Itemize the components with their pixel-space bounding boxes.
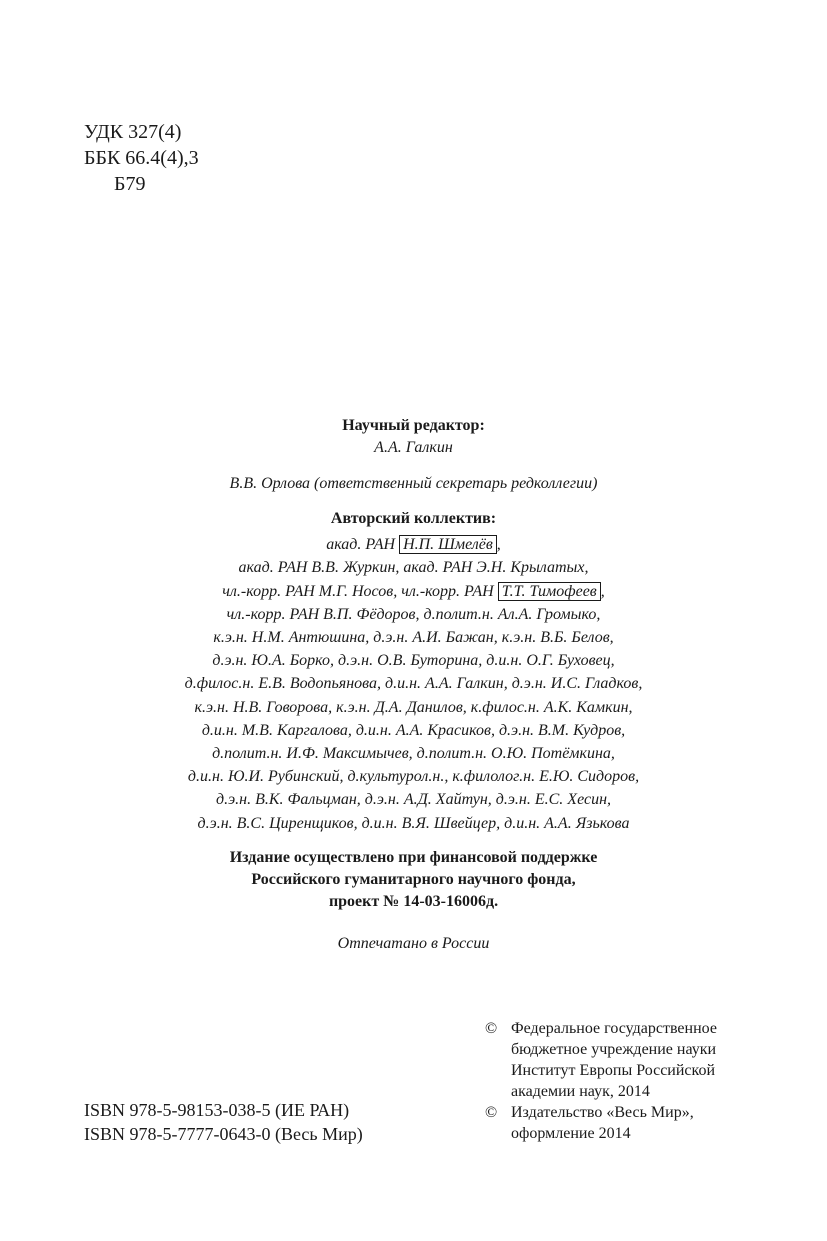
credits-block xyxy=(0,415,827,955)
copyright-entry xyxy=(485,1102,717,1144)
funding-note xyxy=(0,847,827,913)
udk-code: УДК 327(4) xyxy=(84,121,182,143)
funding-line: Издание осуществлено при финансовой поддержке xyxy=(229,848,598,866)
bbk-code: ББК 66.4(4),3 xyxy=(84,147,199,169)
editor-section xyxy=(0,415,827,459)
copyright-text xyxy=(511,1018,717,1102)
copyright-icon: © xyxy=(485,1020,498,1037)
author-line: д.полит.н. И.Ф. Максимычев, д.полит.н. О.Ю. Потёмкина, xyxy=(212,745,615,763)
editor-heading: Научный редактор: xyxy=(342,417,485,434)
author-line: к.э.н. Н.М. Антюшина, д.э.н. А.И. Бажан, к.э.н. В.Б. Белов, xyxy=(213,629,614,647)
copyright-line: бюджетное учреждение науки xyxy=(511,1041,717,1058)
classification-block xyxy=(84,119,199,197)
copyright-line: Издательство «Весь Мир», xyxy=(511,1104,694,1121)
copyright-text xyxy=(511,1102,694,1144)
author-line: д.и.н. М.В. Каргалова, д.и.н. А.А. Красиков, д.э.н. В.М. Кудров, xyxy=(201,721,626,739)
copyright-line: Федеральное государственное xyxy=(511,1020,717,1037)
isbn-block xyxy=(84,1098,363,1146)
author-line-prefix: акад. РАН xyxy=(326,536,400,554)
author-line-suffix: , xyxy=(600,582,605,600)
author-line: акад. РАН В.В. Журкин, акад. РАН Э.Н. Крылатых, xyxy=(238,559,589,577)
author-line xyxy=(0,580,827,603)
author-line-prefix: чл.-корр. РАН М.Г. Носов, чл.-корр. РАН xyxy=(222,582,498,600)
author-line: д.и.н. Ю.И. Рубинский, д.культурол.н., к.филолог.н. Е.Ю. Сидоров, xyxy=(187,768,640,786)
funding-line: проект № 14-03-16006д. xyxy=(328,892,499,910)
printed-in: Отпечатано в России xyxy=(337,934,490,952)
copyright-icon: © xyxy=(485,1104,498,1121)
memorial-box: Т.Т. Тимофеев xyxy=(498,582,601,601)
author-line-suffix: , xyxy=(496,536,501,554)
isbn-line: ISBN 978-5-7777-0643-0 (Весь Мир) xyxy=(84,1124,363,1144)
author-line: чл.-корр. РАН В.П. Фёдоров, д.полит.н. Ал.А. Громыко, xyxy=(226,605,601,623)
author-line: д.э.н. Ю.А. Борко, д.э.н. О.В. Буторина, д.и.н. О.Г. Буховец, xyxy=(212,652,615,670)
author-mark: Б79 xyxy=(114,173,146,195)
authors-heading: Авторский коллектив: xyxy=(330,510,497,528)
editor-name: А.А. Галкин xyxy=(374,439,453,456)
isbn-line: ISBN 978-5-98153-038-5 (ИЕ РАН) xyxy=(84,1100,350,1120)
authors-section xyxy=(0,508,827,835)
copyright-block xyxy=(485,1018,717,1144)
secretary-line: В.В. Орлова (ответственный секретарь редколлегии) xyxy=(229,475,598,493)
author-line: д.э.н. В.С. Циренщиков, д.и.н. В.Я. Швейцер, д.и.н. А.А. Язькова xyxy=(197,814,630,832)
author-line xyxy=(0,533,827,556)
memorial-box: Н.П. Шмелёв xyxy=(399,535,497,554)
author-line: к.э.н. Н.В. Говорова, к.э.н. Д.А. Данилов, к.филос.н. А.К. Камкин, xyxy=(194,698,633,716)
copyright-line: академии наук, 2014 xyxy=(511,1083,650,1100)
copyright-line: оформление 2014 xyxy=(511,1125,631,1142)
author-line: д.э.н. В.К. Фальцман, д.э.н. А.Д. Хайтун, д.э.н. Е.С. Хесин, xyxy=(216,791,611,809)
copyright-line: Институт Европы Российской xyxy=(511,1062,716,1079)
funding-line: Российского гуманитарного научного фонда, xyxy=(251,870,576,888)
copyright-entry xyxy=(485,1018,717,1102)
author-line: д.филос.н. Е.В. Водопьянова, д.и.н. А.А. Галкин, д.э.н. И.С. Гладков, xyxy=(184,675,643,693)
